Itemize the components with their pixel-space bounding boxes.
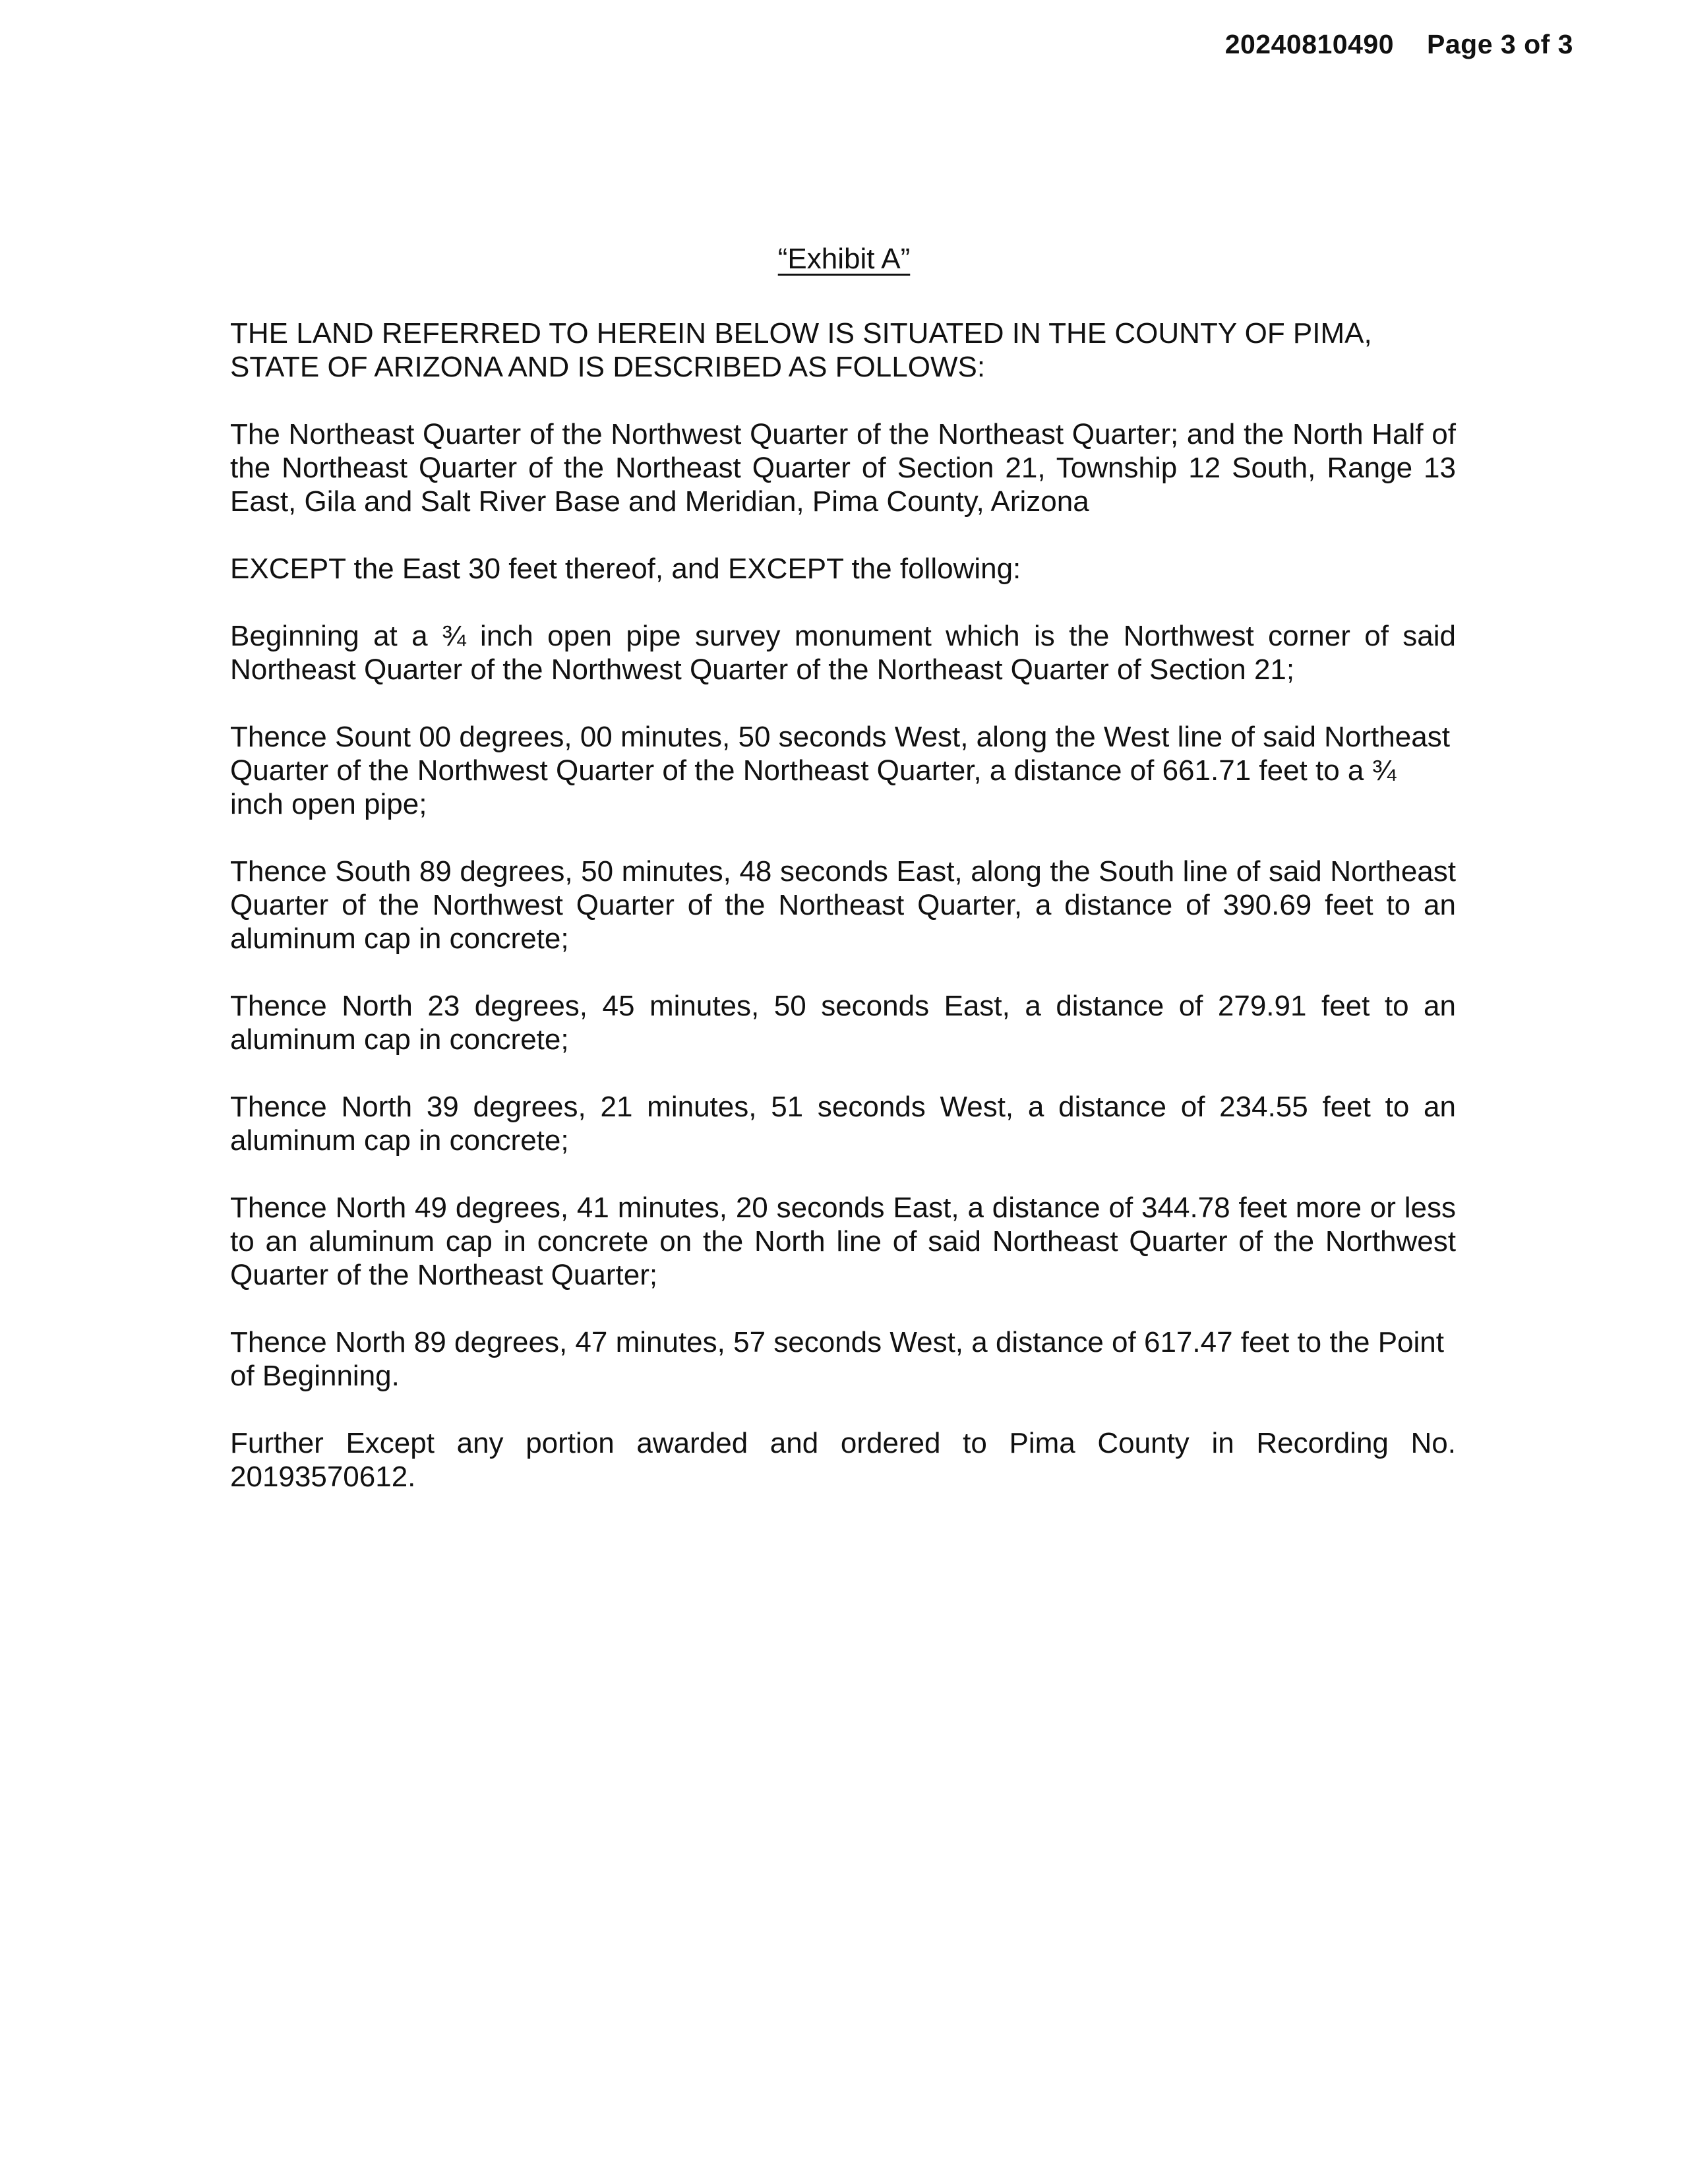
paragraph-course-6: Thence North 89 degrees, 47 minutes, 57 seconds West, a distance of 617.47 feet to the Point of Beginning. xyxy=(230,1326,1444,1392)
page-header xyxy=(1225,29,1573,60)
paragraph-except: EXCEPT the East 30 feet thereof, and EXCEPT the following: xyxy=(230,553,1021,585)
paragraph-course-2: Thence South 89 degrees, 50 minutes, 48 seconds East, along the South line of said Northeast Quarter of the Northwest Quarter of the Northeast Quarter, a distance of 390.69 feet to an aluminum cap in concrete; xyxy=(230,855,1456,955)
page-number: Page 3 of 3 xyxy=(1427,29,1573,59)
paragraph-beginning: Beginning at a ¾ inch open pipe survey monument which is the Northwest corner of said Northeast Quarter of the Northwest Quarter of the Northeast Quarter of Section 21; xyxy=(230,620,1456,686)
paragraph-further-except: Further Except any portion awarded and ordered to Pima County in Recording No. 20193570612. xyxy=(230,1427,1456,1493)
paragraph-course-3: Thence North 23 degrees, 45 minutes, 50 seconds East, a distance of 279.91 feet to an aluminum cap in concrete; xyxy=(230,990,1456,1056)
paragraph-situated: THE LAND REFERRED TO HEREIN BELOW IS SITUATED IN THE COUNTY OF PIMA, STATE OF ARIZONA AND IS DESCRIBED AS FOLLOWS: xyxy=(230,317,1372,383)
legal-description xyxy=(230,317,1456,1527)
paragraph-course-4: Thence North 39 degrees, 21 minutes, 51 seconds West, a distance of 234.55 feet to an aluminum cap in concrete; xyxy=(230,1091,1456,1157)
paragraph-parcel: The Northeast Quarter of the Northwest Quarter of the Northeast Quarter; and the North Half of the Northeast Quarter of the Northeast Quarter of Section 21, Township 12 South, Range 13 East, Gila and Salt River Base and Meridian, Pima County, Arizona xyxy=(230,418,1456,518)
document-number: 20240810490 xyxy=(1224,29,1395,59)
paragraph-course-1: Thence Sount 00 degrees, 00 minutes, 50 seconds West, along the West line of said Northeast Quarter of the Northwest Quarter of the Northeast Quarter, a distance of 661.71 feet to a ¾ inch open pipe; xyxy=(230,721,1450,820)
exhibit-title-text: “Exhibit A” xyxy=(777,243,911,275)
exhibit-title xyxy=(0,243,1688,276)
paragraph-course-5: Thence North 49 degrees, 41 minutes, 20 seconds East, a distance of 344.78 feet more or less to an aluminum cap in concrete on the North line of said Northeast Quarter of the Northwest Quarter of the Northeast Quarter; xyxy=(230,1192,1456,1291)
